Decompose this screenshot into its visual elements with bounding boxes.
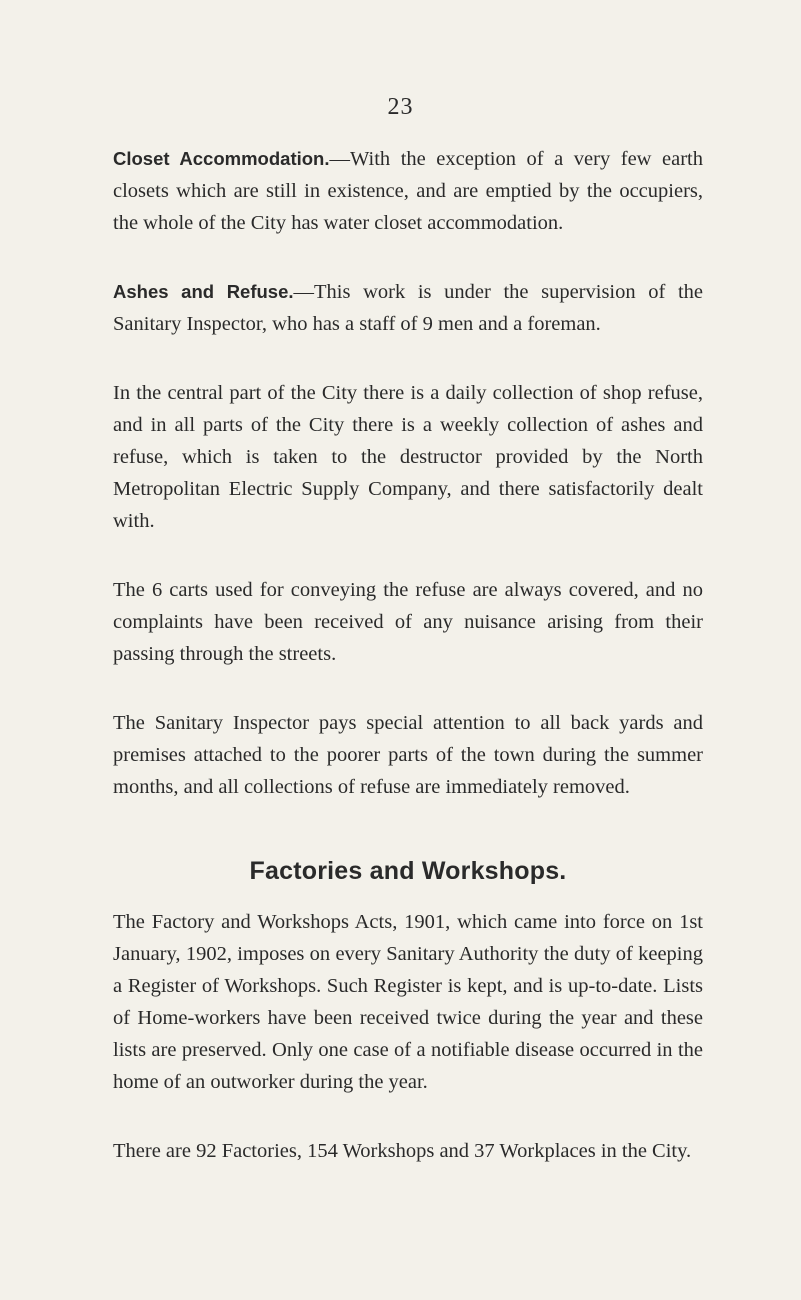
paragraph-carts: The 6 carts used for conveying the refuse are always covered, and no complaints have been received of any nuisance arising from their passing through the streets. — [113, 579, 703, 665]
page-number: 23 — [387, 94, 414, 120]
run-in-heading-closet: Closet Accommodation. — [113, 148, 330, 169]
paragraph-ashes-refuse — [113, 276, 703, 340]
paragraph-text: —With the exception of a very few earth closets which are still in existence, and are emptied by the occupiers, the whole of the City has water closet accommodation. — [113, 148, 704, 234]
paragraph-factories-acts: The Factory and Workshops Acts, 1901, which came into force on 1st January, 1902, imposes on every Sanitary Authority the duty of keeping a Register of Workshops. Such Register is kept, and is up-to-date. Lists of Home-workers have been received twice during the year and these lists are preserved. Only one case of a notifiable disease occurred in the home of an outworker during the year. — [113, 911, 703, 1093]
paragraph-sanitary-inspector: The Sanitary Inspector pays special attention to all back yards and premises attached to the poorer parts of the town during the summer months, and all collections of refuse are immediately removed. — [113, 712, 703, 798]
run-in-heading-ashes: Ashes and Refuse. — [113, 281, 294, 302]
paragraph-factory-counts: There are 92 Factories, 154 Workshops and 37 Workplaces in the City. — [113, 1140, 692, 1162]
paragraph-text: —This work is under the supervision of the Sanitary Inspector, who has a staff of 9 men and a foreman. — [113, 281, 703, 335]
page-body — [113, 143, 703, 1167]
paragraph-central-collection: In the central part of the City there is a daily collection of shop refuse, and in all parts of the City there is a weekly collection of ashes and refuse, which is taken to the destructor provided by the North Metropolitan Electric Supply Company, and there satisfactorily dealt with. — [113, 382, 703, 532]
paragraph-closet-accommodation — [113, 143, 703, 239]
section-heading-factories: Factories and Workshops. — [249, 857, 567, 885]
